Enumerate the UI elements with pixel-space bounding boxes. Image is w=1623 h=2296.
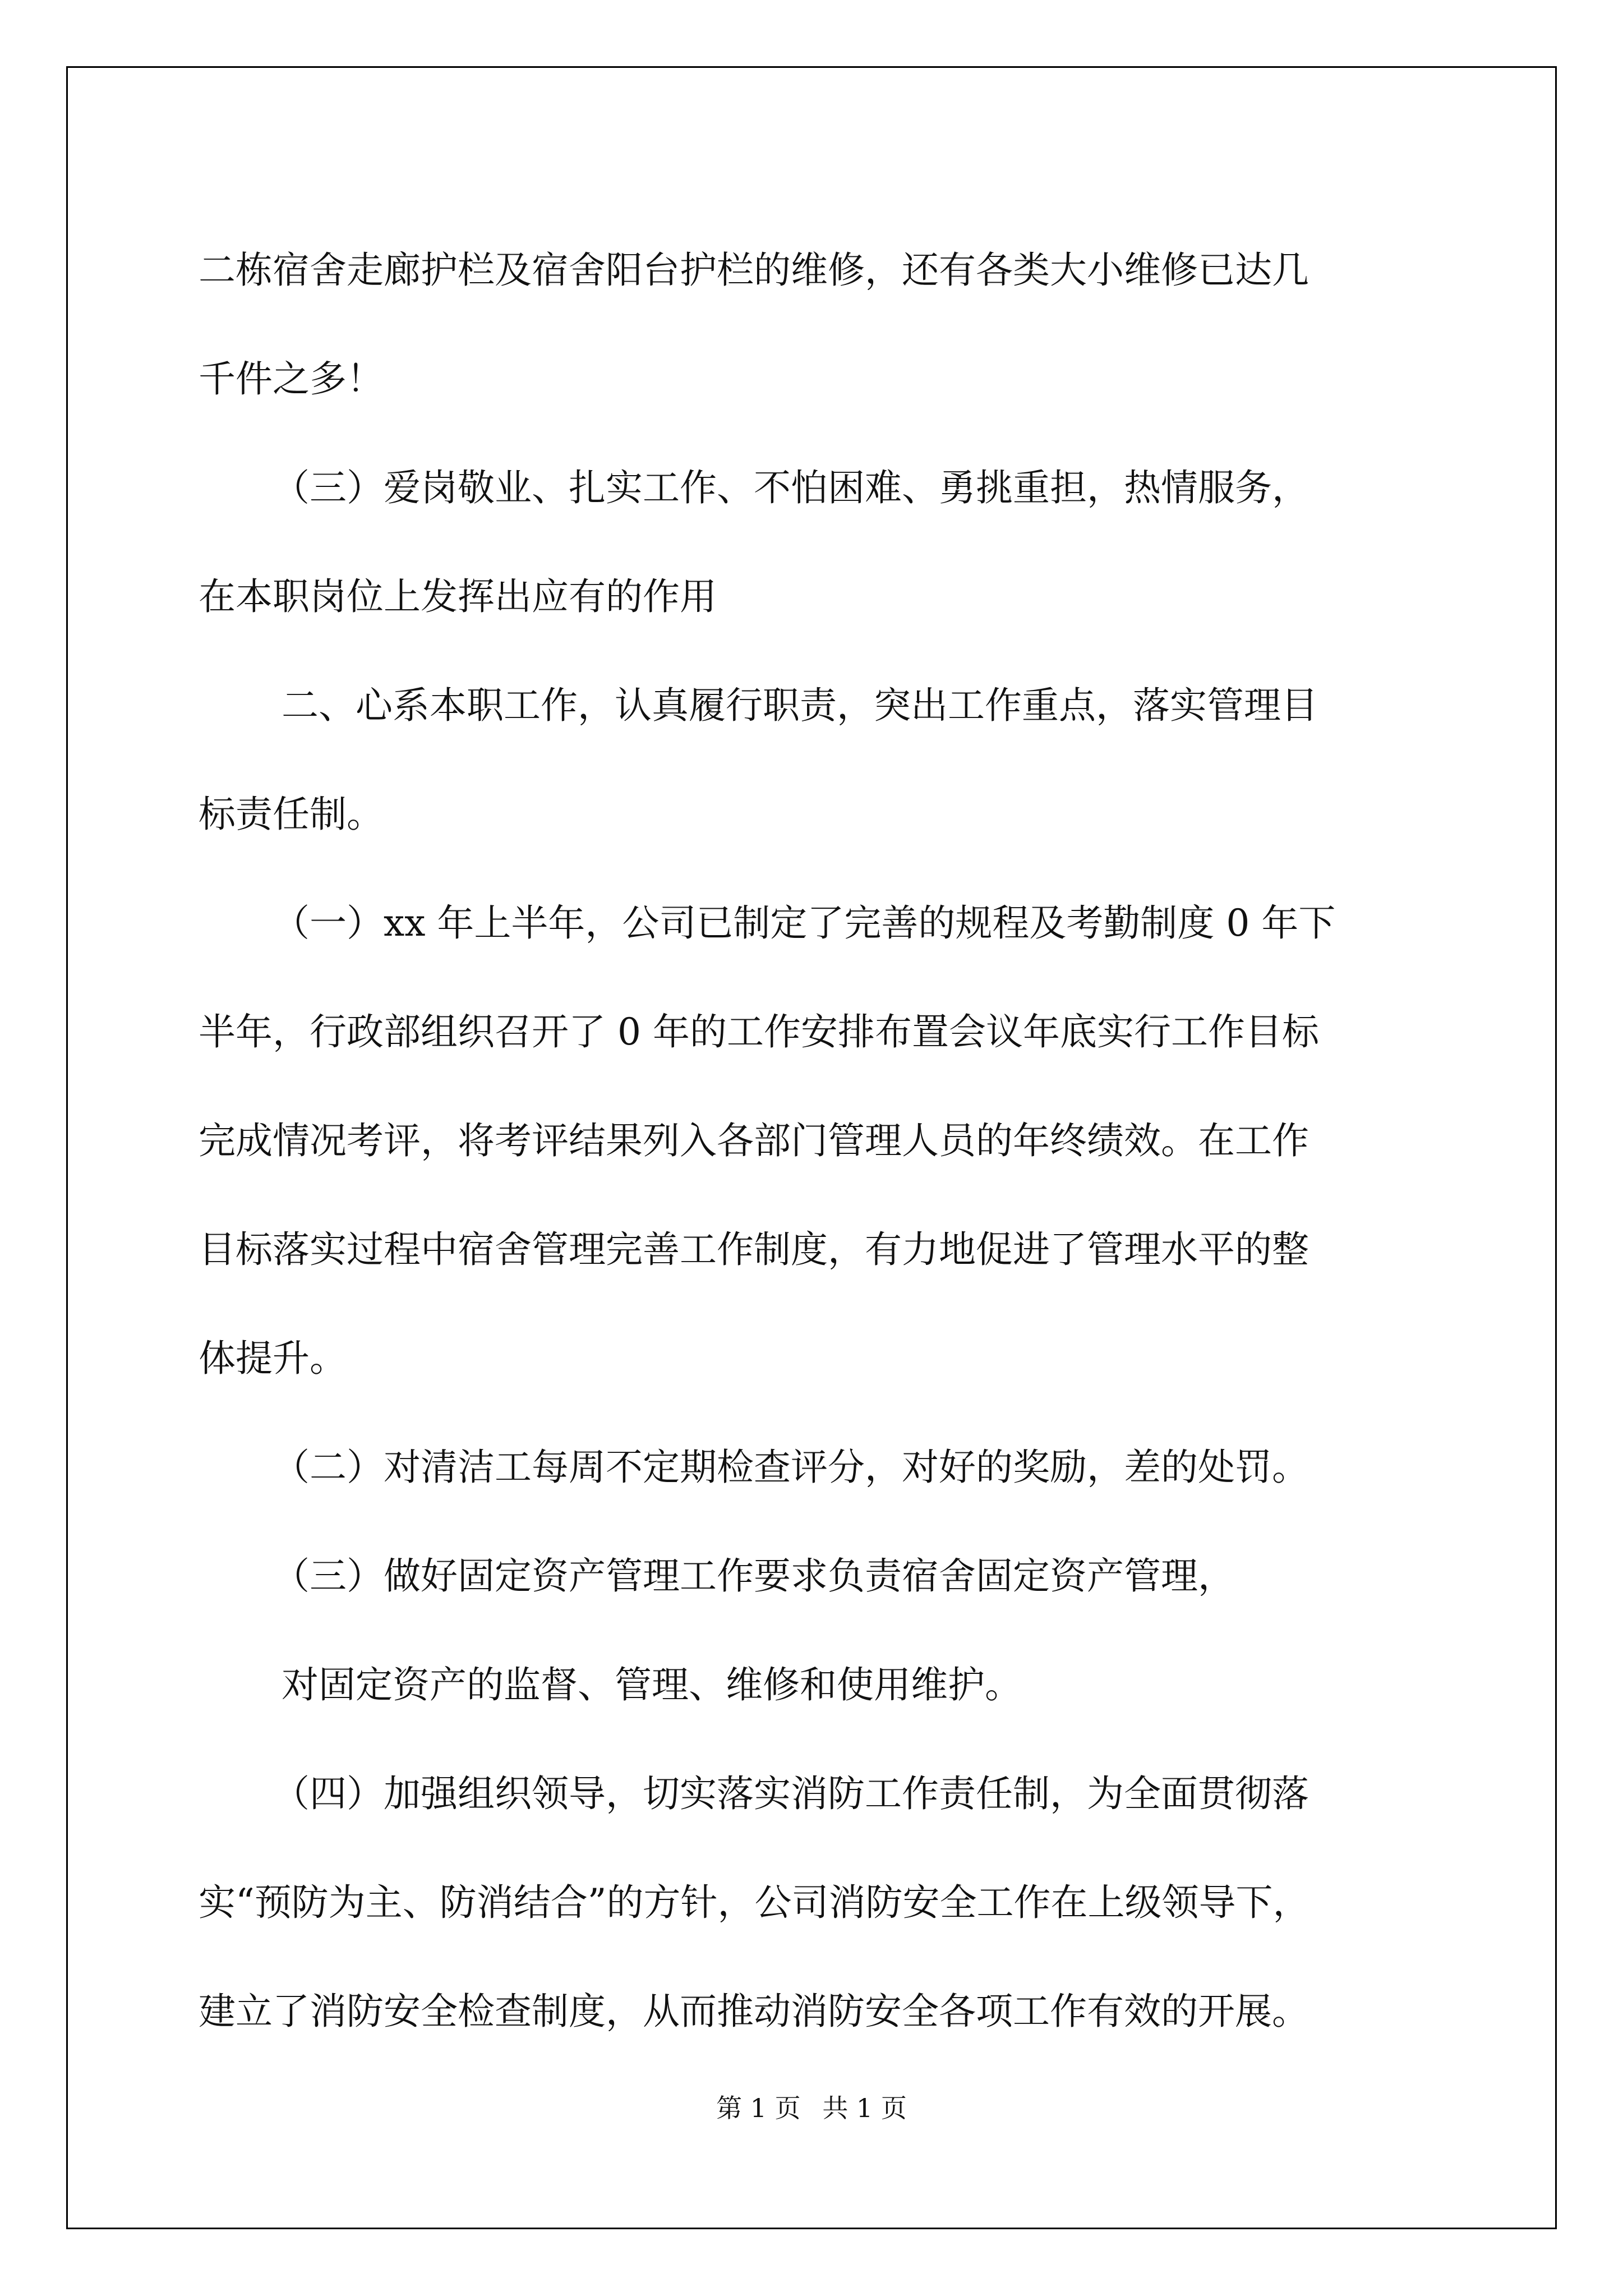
paragraph-line: 建立了消防安全检查制度，从而推动消防安全各项工作有效的开展。: [199, 1990, 1309, 2033]
paragraph-line: 二栋宿舍走廊护栏及宿舍阳台护栏的维修，还有各类大小维修已达几: [199, 249, 1309, 292]
paragraph-line: 完成情况考评，将考评结果列入各部门管理人员的年终绩效。在工作: [199, 1119, 1309, 1162]
paragraph-line: （一）xx 年上半年，公司已制定了完善的规程及考勤制度 0 年下: [273, 901, 1336, 945]
paragraph-line: （二）对清洁工每周不定期检查评分，对好的奖励，差的处罚。: [273, 1446, 1309, 1489]
paragraph-line: （四）加强组织领导，切实落实消防工作责任制，为全面贯彻落: [273, 1772, 1309, 1815]
page-number: 第 1 页: [716, 2093, 801, 2123]
paragraph-line: 千件之多！: [199, 357, 384, 401]
page-footer: [0, 2088, 1623, 2125]
document-body: [199, 216, 1430, 2066]
paragraph-line: 目标落实过程中宿舍管理完善工作制度，有力地促进了管理水平的整: [199, 1228, 1309, 1271]
paragraph-line: 在本职岗位上发挥出应有的作用: [199, 575, 717, 618]
paragraph-line: 对固定资产的监督、管理、维修和使用维护。: [282, 1663, 1022, 1706]
paragraph-line: （三）爱岗敬业、扎实工作、不怕困难、勇挑重担，热情服务，: [273, 466, 1309, 509]
paragraph-line: 实“预防为主、防消结合”的方针，公司消防安全工作在上级领导下，: [199, 1881, 1310, 1924]
section-heading: 二、心系本职工作，认真履行职责，突出工作重点，落实管理目: [282, 684, 1318, 727]
paragraph-line: 体提升。: [199, 1337, 347, 1380]
paragraph-line: （三）做好固定资产管理工作要求负责宿舍固定资产管理，: [273, 1554, 1235, 1598]
paragraph-line: 半年，行政部组织召开了 0 年的工作安排布置会议年底实行工作目标: [199, 1010, 1319, 1053]
page-total: 共 1 页: [822, 2093, 907, 2123]
paragraph-line: 标责任制。: [199, 793, 384, 836]
